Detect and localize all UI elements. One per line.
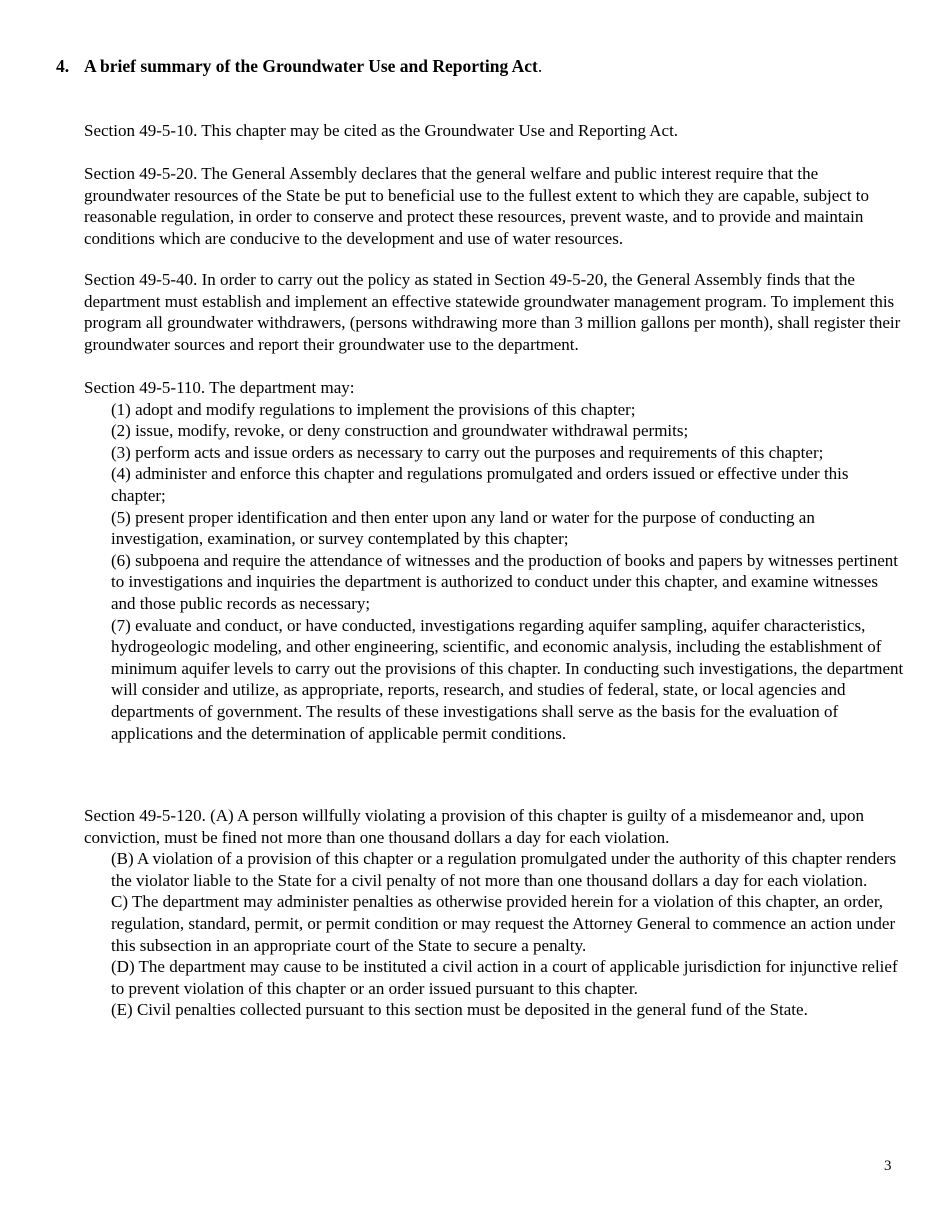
section-49-5-120: [84, 805, 904, 1021]
page-number: 3: [884, 1158, 892, 1174]
section-heading: [56, 56, 542, 78]
section-49-5-120-intro: Section 49-5-120. (A) A person willfully violating a provision of this chapter is guilty of a misdemeanor and, upon conviction, must be fined not more than one thousand dollars a day for each violation.: [84, 806, 864, 847]
section-49-5-110: [84, 377, 904, 744]
heading-number: 4.: [56, 56, 70, 76]
list-item: (2) issue, modify, revoke, or deny construction and groundwater withdrawal permits;: [111, 421, 689, 441]
list-item: (B) A violation of a provision of this chapter or a regulation promulgated under the authority of this chapter renders the violator liable to the State for a civil penalty of not more than one thousand dollars a day for each violation.: [111, 849, 897, 890]
list-item: (D) The department may cause to be instituted a civil action in a court of applicable jurisdiction for injunctive relief to prevent violation of this chapter or an order issued pursuant to this chapter.: [111, 957, 898, 998]
list-item: (3) perform acts and issue orders as necessary to carry out the purposes and requirements of this chapter;: [111, 442, 824, 462]
section-49-5-110-intro: Section 49-5-110. The department may:: [84, 378, 355, 397]
list-item: (4) administer and enforce this chapter and regulations promulgated and orders issued or effective under this chapter;: [111, 464, 849, 505]
list-item: (5) present proper identification and then enter upon any land or water for the purpose of conducting an investigation, examination, or survey contemplated by this chapter;: [111, 507, 815, 549]
list-item: C) The department may administer penalties as otherwise provided herein for a violation of this chapter, an order, regulation, standard, permit, or permit condition or may request the Attorney General to commence an action under this subsection in an appropriate court of the State to secure a penalty.: [111, 892, 896, 955]
list-item: (7) evaluate and conduct, or have conducted, investigations regarding aquifer sampling, aquifer characteristics, hydrogeologic modeling, and other engineering, scientific, and economic analysis, including the establishment of minimum aquifer levels to carry out the provisions of this chapter. In conducting such investigations, the department will consider and utilize, as appropriate, reports, research, and studies of federal, state, or local agencies and departments of government. The results of these investigations shall serve as the basis for the evaluation of applications and the determination of applicable permit conditions.: [111, 615, 904, 743]
section-49-5-40: Section 49-5-40. In order to carry out the policy as stated in Section 49-5-20, the General Assembly finds that the department must establish and implement an effective statewide groundwater management program. To implement this program all groundwater withdrawers, (persons withdrawing more than 3 million gallons per month), shall register their groundwater sources and report their groundwater use to the department.: [84, 270, 901, 354]
list-item: (1) adopt and modify regulations to implement the provisions of this chapter;: [111, 399, 636, 419]
section-49-5-20: Section 49-5-20. The General Assembly declares that the general welfare and public interest require that the groundwater resources of the State be put to beneficial use to the fullest extent to which they are capable, subject to reasonable regulation, in order to conserve and protect these resources, prevent waste, and to provide and maintain conditions which are conducive to the development and use of water resources.: [84, 164, 870, 248]
heading-title: A brief summary of the Groundwater Use and Reporting Act: [84, 56, 538, 76]
heading-period: .: [537, 56, 543, 76]
list-item: (6) subpoena and require the attendance of witnesses and the production of books and papers by witnesses pertinent to investigations and inquiries the department is authorized to conduct under this chapter, and examine witnesses and those public records as necessary;: [111, 550, 898, 613]
section-49-5-10: Section 49-5-10. This chapter may be cited as the Groundwater Use and Reporting Act.: [84, 121, 679, 140]
list-item: (E) Civil penalties collected pursuant to this section must be deposited in the general fund of the State.: [111, 1000, 808, 1020]
